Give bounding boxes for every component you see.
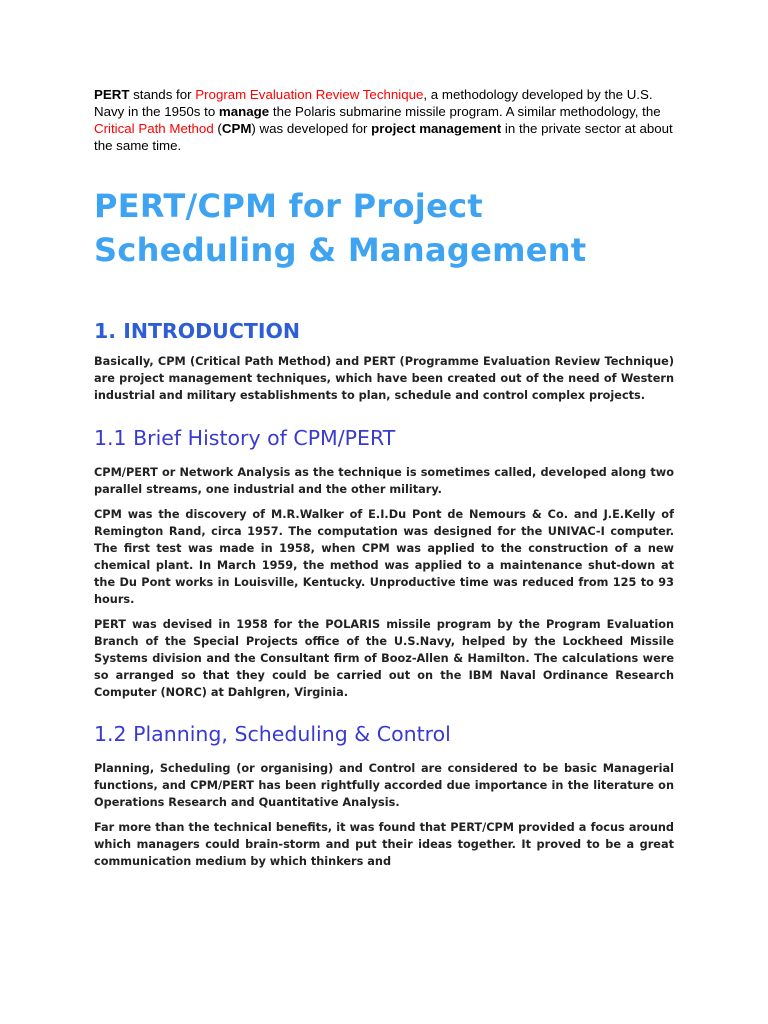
intro-text-2: , a methodology developed by the U.S. Navy in the 1950s to — [94, 87, 653, 119]
intro-text-6: in the private sector at about the same time. — [94, 121, 673, 153]
intro-text-4: ( — [213, 121, 222, 136]
intro-text-5: ) was developed for — [251, 121, 372, 136]
history-paragraph-3: PERT was devised in 1958 for the POLARIS missile program by the Program Evaluation Branch of the Special Projects office of the U.S.Navy, helped by the Lockheed Missile Systems division and the Consultant firm of Booz-Allen & Hamilton. The calculations were so arranged so that they could be carried out on the IBM Naval Ordinance Research Computer (NORC) at Dahlgren, Virginia. — [94, 618, 674, 699]
intro-cpm-bold: CPM — [221, 121, 252, 136]
section-heading-history: 1.1 Brief History of CPM/PERT — [94, 426, 396, 450]
intro-text-3: the Polaris submarine missile program. A similar methodology, the — [269, 104, 661, 119]
introduction-paragraph: Basically, CPM (Critical Path Method) and PERT (Programme Evaluation Review Technique) are project management techniques, which have been created out of the need of Western industrial and military establishments to plan, schedule and control complex projects. — [94, 355, 674, 402]
section-heading-introduction: 1. INTRODUCTION — [94, 319, 301, 343]
intro-project-management-bold: project management — [371, 121, 502, 136]
planning-paragraph-1: Planning, Scheduling (or organising) and Control are considered to be basic Managerial functions, and CPM/PERT has been rightfully accorded due importance in the literature on Operations Research and Quantitative Analysis. — [94, 762, 674, 809]
cpm-expansion-link[interactable]: Critical Path Method — [94, 121, 214, 136]
section-heading-planning: 1.2 Planning, Scheduling & Control — [94, 722, 451, 746]
page-title: PERT/CPM for Project Scheduling & Management — [94, 187, 587, 269]
intro-manage-bold: manage — [218, 104, 270, 119]
history-paragraph-1: CPM/PERT or Network Analysis as the technique is sometimes called, developed along two parallel streams, one industrial and the other military. — [94, 466, 674, 496]
intro-text-1: stands for — [129, 87, 196, 102]
history-paragraph-2: CPM was the discovery of M.R.Walker of E.I.Du Pont de Nemours & Co. and J.E.Kelly of Remington Rand, circa 1957. The computation was designed for the UNIVAC-I computer. The first test was made in 1958, when CPM was applied to the construction of a new chemical plant. In March 1959, the method was applied to a maintenance shut-down at the Du Pont works in Louisville, Kentucky. Unproductive time was reduced from 125 to 93 hours. — [94, 508, 674, 606]
intro-paragraph — [94, 86, 674, 154]
intro-pert-bold: PERT — [94, 87, 130, 102]
document-page — [94, 86, 674, 870]
planning-paragraph-2: Far more than the technical benefits, it was found that PERT/CPM provided a focus around which managers could brain-storm and put their ideas together. It proved to be a great communication medium by which thinkers and — [94, 821, 674, 868]
pert-expansion-link[interactable]: Program Evaluation Review Technique — [195, 87, 424, 102]
